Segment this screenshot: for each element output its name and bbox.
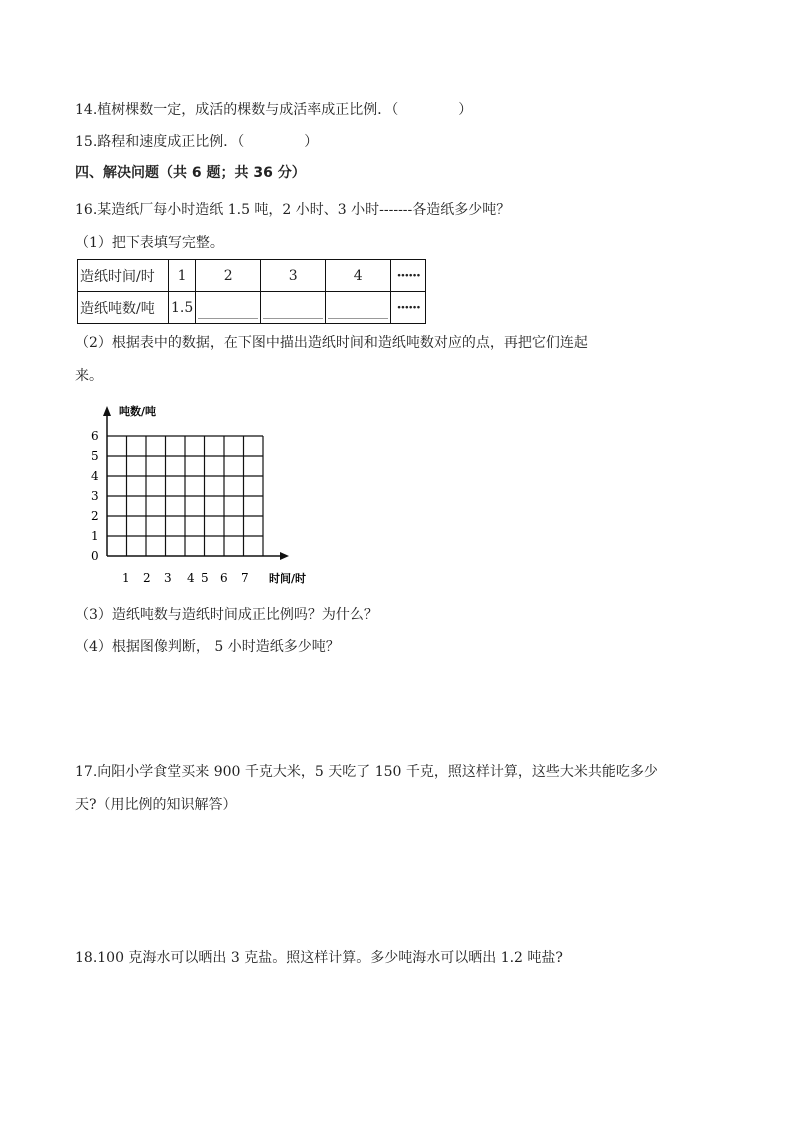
grid-chart [80,398,340,598]
question-17-line2: 天?（用比例的知识解答） [75,797,237,813]
x-axis-arrow-icon [280,552,289,560]
y-tick-label: 5 [91,449,99,463]
table-row [78,292,426,324]
paren-close: ） [458,102,473,118]
x-tick-label: 6 [220,571,228,585]
question-16-part4: （4）根据图像判断， 5 小时造纸多少吨？ [75,639,340,655]
x-tick-label: 4 [187,571,195,585]
answer-blank[interactable] [328,296,388,319]
table-cell: ······ [391,260,426,292]
question-14 [75,100,472,120]
y-axis-label: 吨数/吨 [119,405,157,418]
question-15-text: 15.路程和速度成正比例．（ [75,134,245,150]
y-tick-label: 0 [91,549,99,563]
paren-close: ） [304,134,319,150]
x-tick-label: 7 [241,571,249,585]
y-tick-label: 6 [91,429,99,443]
y-axis-arrow-icon [103,406,111,416]
table-cell: 1 [169,260,196,292]
x-tick-label: 3 [164,571,172,585]
x-tick-label: 5 [201,571,209,585]
question-18: 18.100 克海水可以晒出 3 克盐。照这样计算。多少吨海水可以晒出 1.2 吨盐? [75,950,563,966]
question-17-line1: 17.向阳小学食堂买来 900 千克大米，5 天吃了 150 千克，照这样计算，这些大米共能吃多少 [75,764,658,780]
fill-table [77,259,426,324]
x-tick-label: 1 [122,571,130,585]
table-cell: 造纸吨数/吨 [78,292,169,324]
answer-cell[interactable] [196,292,261,324]
question-14-text: 14.植树棵数一定，成活的棵数与成活率成正比例．（ [75,102,399,118]
answer-cell[interactable] [326,292,391,324]
answer-blank[interactable] [198,296,258,319]
question-16-text: 16.某造纸厂每小时造纸 1.5 吨，2 小时、3 小时-------各造纸多少吨？ [75,202,511,218]
table-cell: 3 [261,260,326,292]
table-cell: 1.5 [169,292,196,324]
x-axis-label: 时间/时 [269,572,307,585]
x-tick-label: 2 [143,571,151,585]
y-tick-label: 1 [91,529,99,543]
table-cell: 4 [326,260,391,292]
question-16-part3: （3）造纸吨数与造纸时间成正比例吗？为什么？ [75,607,378,623]
y-tick-label: 3 [91,489,99,503]
table-cell: 造纸时间/时 [78,260,169,292]
table-cell: ······ [391,292,426,324]
table-cell: 2 [196,260,261,292]
answer-blank[interactable] [263,296,323,319]
y-tick-label: 4 [91,469,99,483]
section-heading: 四、解决问题（共 6 题；共 36 分） [75,165,306,181]
answer-cell[interactable] [261,292,326,324]
question-16-part2-cont: 来。 [75,368,103,384]
question-16-part1: （1）把下表填写完整。 [75,235,224,251]
y-tick-label: 2 [91,509,99,523]
question-15 [75,132,318,152]
table-row [78,260,426,292]
question-16-part2: （2）根据表中的数据，在下图中描出造纸时间和造纸吨数对应的点，再把它们连起 [75,335,588,351]
